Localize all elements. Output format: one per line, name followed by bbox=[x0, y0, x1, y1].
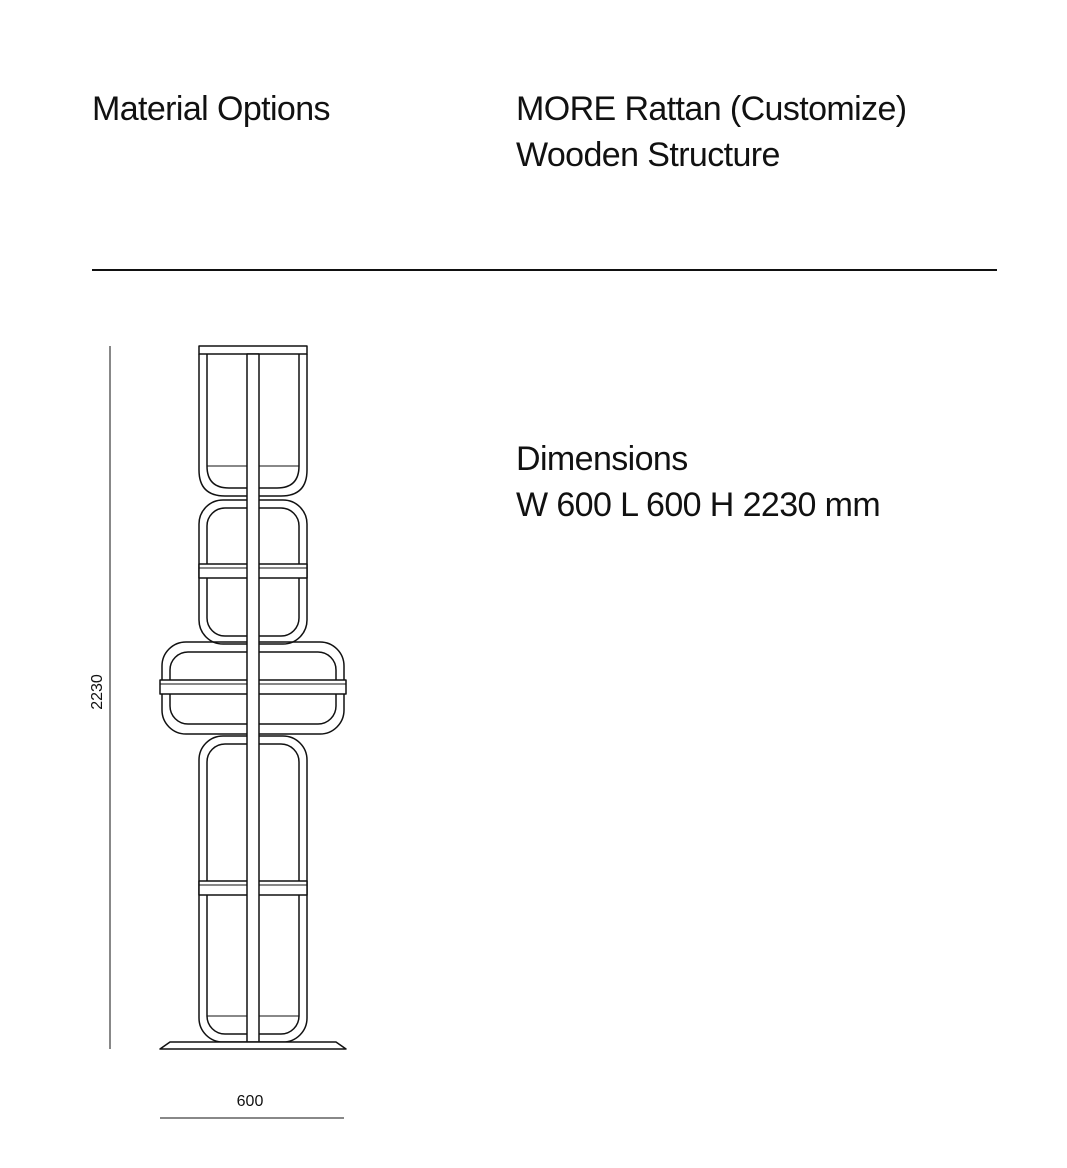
shelf-unit-outline bbox=[160, 346, 346, 1049]
material-option-structure: Wooden Structure bbox=[516, 136, 780, 174]
material-option-rattan: MORE Rattan (Customize) bbox=[516, 90, 907, 128]
center-post bbox=[247, 354, 259, 1042]
height-dimension-label: 2230 bbox=[89, 674, 106, 710]
base-plate bbox=[160, 1042, 346, 1049]
material-options-heading: Material Options bbox=[92, 90, 330, 128]
top-cap bbox=[199, 346, 307, 354]
dimensions-value: W 600 L 600 H 2230 mm bbox=[516, 486, 881, 524]
dimensions-heading: Dimensions bbox=[516, 440, 688, 478]
width-dimension-label: 600 bbox=[236, 1093, 264, 1110]
